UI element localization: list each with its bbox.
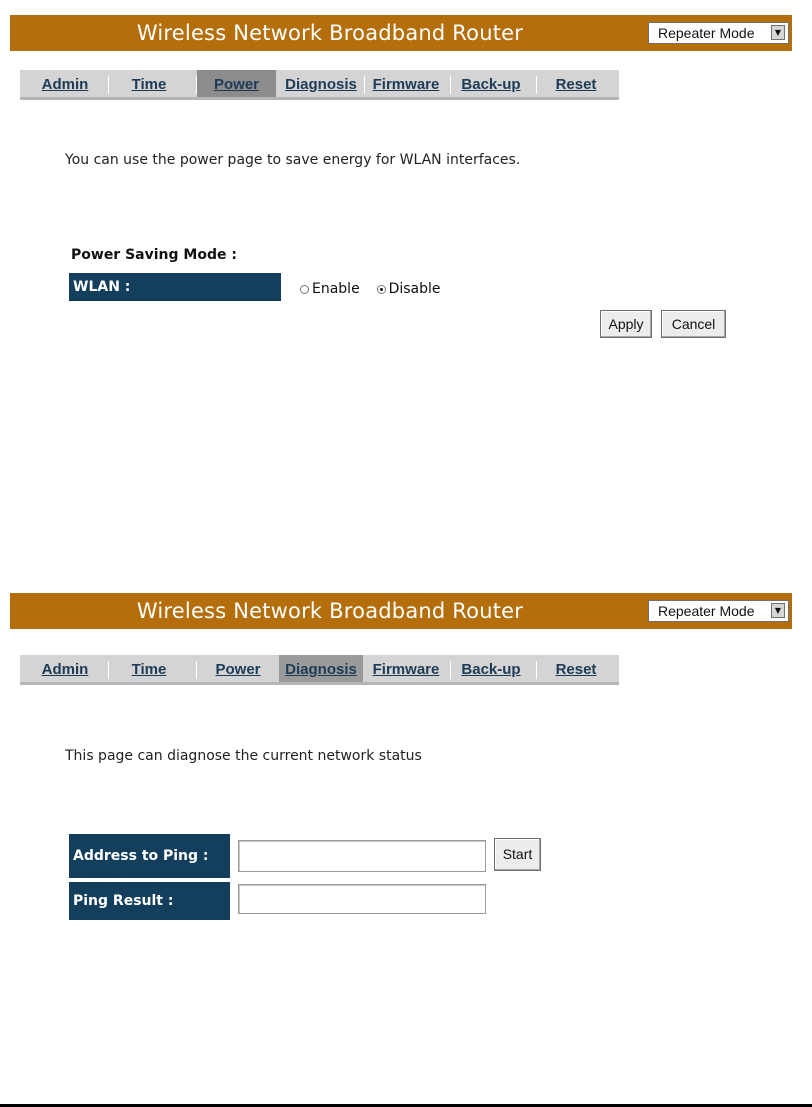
wlan-radio-group bbox=[300, 281, 441, 297]
tab-power[interactable]: Power bbox=[197, 70, 276, 100]
cancel-button[interactable]: Cancel bbox=[661, 310, 726, 338]
tab-divider bbox=[536, 76, 537, 94]
tab-divider bbox=[108, 76, 109, 94]
tab-reset[interactable]: Reset bbox=[555, 661, 597, 678]
disable-radio-label[interactable]: Disable bbox=[388, 281, 441, 297]
tab-backup[interactable]: Back-up bbox=[461, 661, 521, 678]
power-panel bbox=[0, 0, 812, 540]
chevron-down-icon[interactable]: ▼ bbox=[771, 25, 785, 40]
tab-time[interactable]: Time bbox=[131, 76, 167, 93]
apply-button[interactable]: Apply bbox=[600, 310, 652, 338]
header-bar bbox=[10, 15, 792, 51]
tab-divider bbox=[536, 661, 537, 679]
tab-backup[interactable]: Back-up bbox=[461, 76, 521, 93]
tab-bar bbox=[20, 655, 619, 685]
wlan-label: WLAN : bbox=[69, 273, 281, 301]
chevron-down-icon[interactable]: ▼ bbox=[771, 603, 785, 618]
address-to-ping-input[interactable] bbox=[238, 840, 486, 872]
mode-select[interactable] bbox=[648, 22, 789, 44]
enable-radio-label[interactable]: Enable bbox=[312, 281, 360, 297]
tab-divider bbox=[196, 661, 197, 679]
tab-firmware[interactable]: Firmware bbox=[372, 76, 440, 93]
tab-power[interactable]: Power bbox=[215, 661, 261, 678]
tab-admin[interactable]: Admin bbox=[41, 76, 89, 93]
tab-reset[interactable]: Reset bbox=[555, 76, 597, 93]
disable-radio[interactable] bbox=[377, 285, 386, 294]
header-title: Wireless Network Broadband Router bbox=[136, 21, 524, 45]
tab-divider bbox=[364, 76, 365, 94]
address-to-ping-label: Address to Ping : bbox=[69, 834, 230, 878]
tab-admin[interactable]: Admin bbox=[41, 661, 89, 678]
tab-divider bbox=[108, 661, 109, 679]
tab-bar bbox=[20, 70, 619, 100]
section-title: Power Saving Mode : bbox=[71, 247, 237, 263]
tab-diagnosis[interactable]: Diagnosis bbox=[279, 655, 363, 685]
tab-divider bbox=[450, 76, 451, 94]
page-description: This page can diagnose the current network status bbox=[65, 748, 422, 764]
header-title: Wireless Network Broadband Router bbox=[136, 599, 524, 623]
enable-radio[interactable] bbox=[300, 285, 309, 294]
mode-select-value: Repeater Mode bbox=[658, 25, 755, 41]
ping-result-label: Ping Result : bbox=[69, 882, 230, 920]
start-button[interactable]: Start bbox=[494, 838, 541, 871]
ping-result-field bbox=[238, 884, 486, 914]
tab-divider bbox=[450, 661, 451, 679]
page-description: You can use the power page to save energy for WLAN interfaces. bbox=[65, 152, 521, 168]
header-bar bbox=[10, 593, 792, 629]
mode-select-value: Repeater Mode bbox=[658, 603, 755, 619]
tab-diagnosis[interactable]: Diagnosis bbox=[285, 76, 357, 93]
mode-select[interactable] bbox=[648, 600, 789, 622]
tab-time[interactable]: Time bbox=[131, 661, 167, 678]
tab-firmware[interactable]: Firmware bbox=[372, 661, 440, 678]
